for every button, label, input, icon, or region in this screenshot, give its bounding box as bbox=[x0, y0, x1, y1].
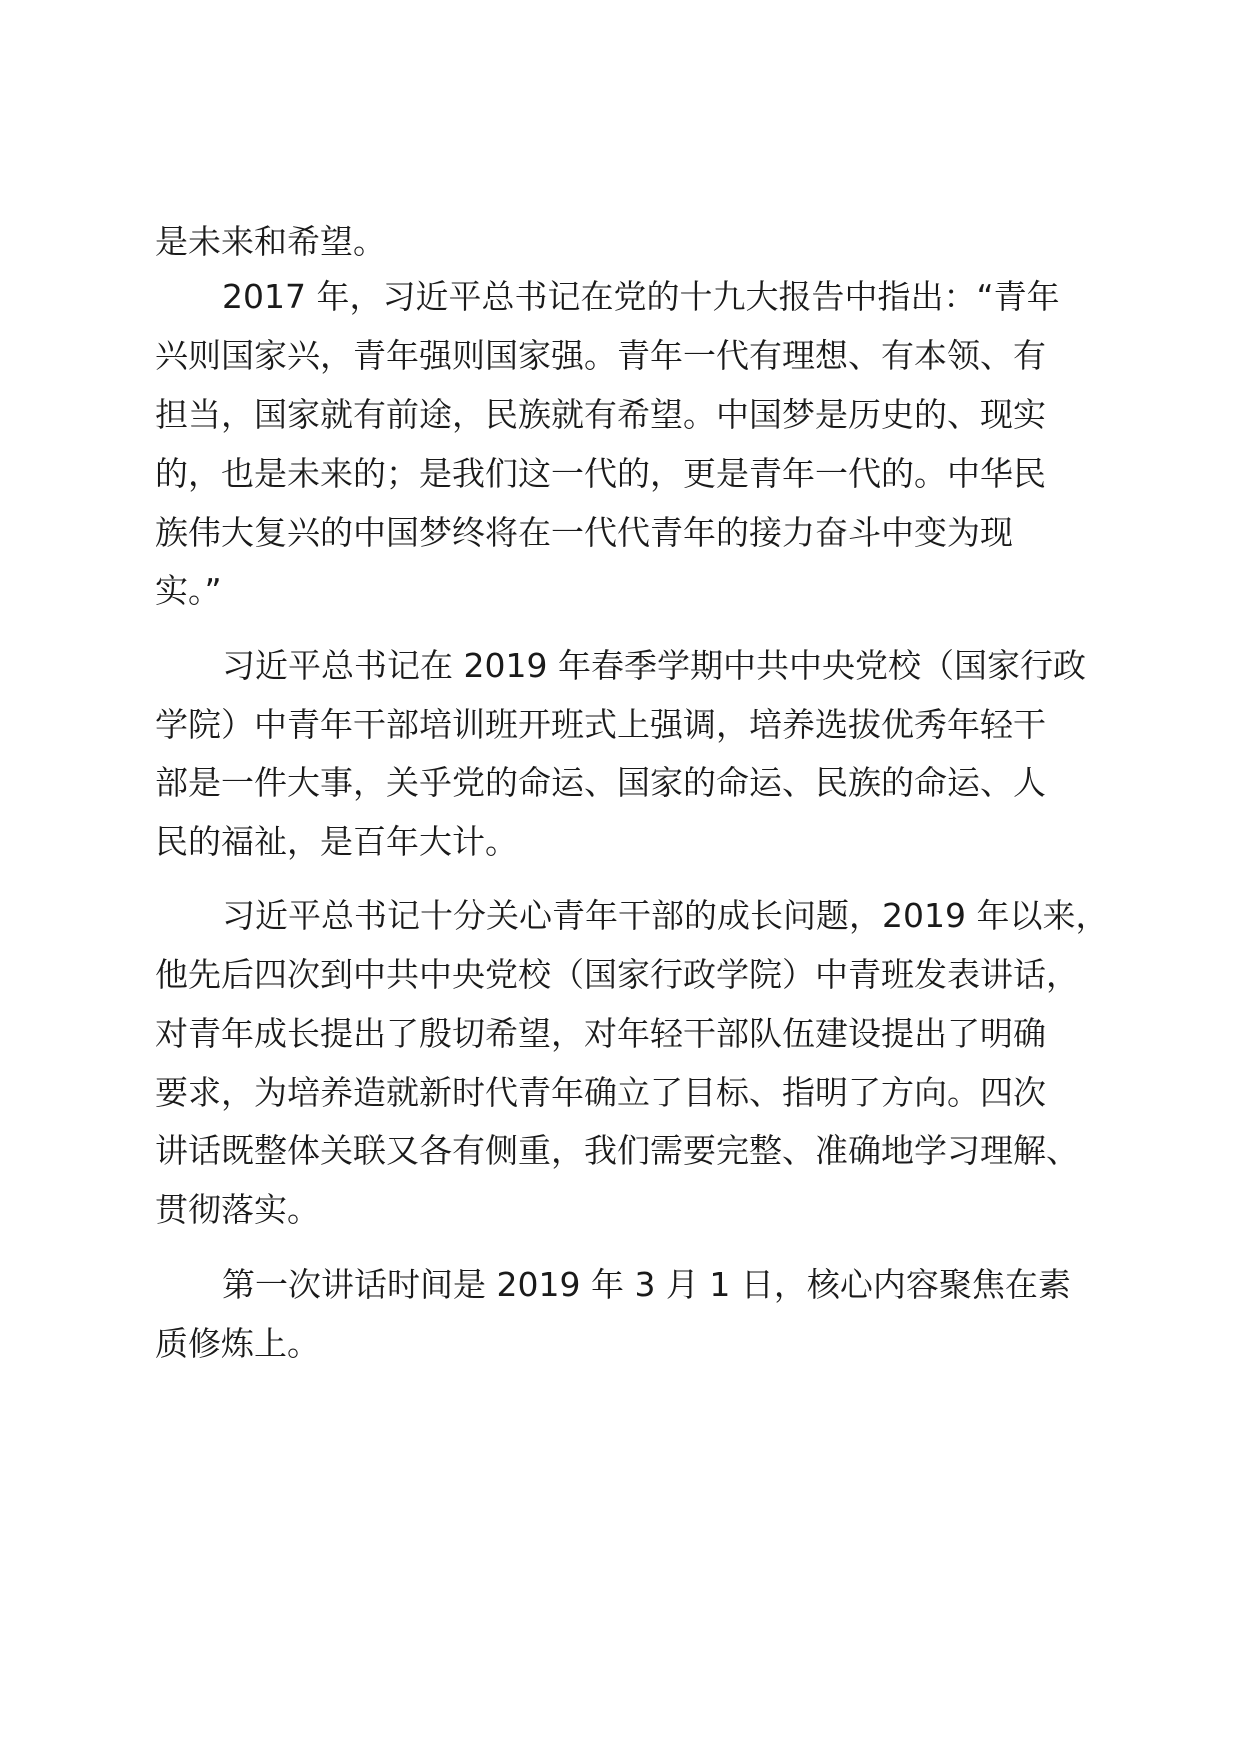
paragraph-2-line-5: 族伟大复兴的中国梦终将在一代代青年的接力奋斗中变为现 bbox=[155, 513, 1013, 552]
paragraph-2-line-4: 的，也是未来的；是我们这一代的，更是青年一代的。中华民 bbox=[155, 454, 1046, 493]
paragraph-2-line-2: 兴则国家兴，青年强则国家强。青年一代有理想、有本领、有 bbox=[155, 336, 1046, 375]
paragraph-4-line-3: 对青年成长提出了殷切希望，对年轻干部队伍建设提出了明确 bbox=[155, 1014, 1046, 1053]
paragraph-4-line-1: 习近平总书记十分关心青年干部的成长问题，2019 年以来， bbox=[222, 896, 1109, 935]
paragraph-1-line-1: 是未来和希望。 bbox=[155, 222, 386, 261]
paragraph-5-line-1: 第一次讲话时间是 2019 年 3 月 1 日，核心内容聚焦在素 bbox=[222, 1265, 1071, 1304]
paragraph-4-line-4: 要求，为培养造就新时代青年确立了目标、指明了方向。四次 bbox=[155, 1073, 1046, 1112]
paragraph-3-line-1: 习近平总书记在 2019 年春季学期中共中央党校（国家行政 bbox=[222, 646, 1086, 685]
paragraph-3-line-2: 学院）中青年干部培训班开班式上强调，培养选拔优秀年轻干 bbox=[155, 705, 1046, 744]
paragraph-4-line-2: 他先后四次到中共中央党校（国家行政学院）中青班发表讲话， bbox=[155, 955, 1079, 994]
paragraph-4-line-6: 贯彻落实。 bbox=[155, 1190, 320, 1229]
paragraph-3-line-3: 部是一件大事，关乎党的命运、国家的命运、民族的命运、人 bbox=[155, 763, 1046, 802]
paragraph-2-line-1: 2017 年，习近平总书记在党的十九大报告中指出：“青年 bbox=[222, 277, 1060, 316]
paragraph-4-line-5: 讲话既整体关联又各有侧重，我们需要完整、准确地学习理解、 bbox=[155, 1131, 1079, 1170]
paragraph-5-line-2: 质修炼上。 bbox=[155, 1324, 320, 1363]
paragraph-2-line-6: 实。” bbox=[155, 571, 222, 610]
paragraph-3-line-4: 民的福祉，是百年大计。 bbox=[155, 822, 518, 861]
paragraph-2-line-3: 担当，国家就有前途，民族就有希望。中国梦是历史的、现实 bbox=[155, 395, 1046, 434]
